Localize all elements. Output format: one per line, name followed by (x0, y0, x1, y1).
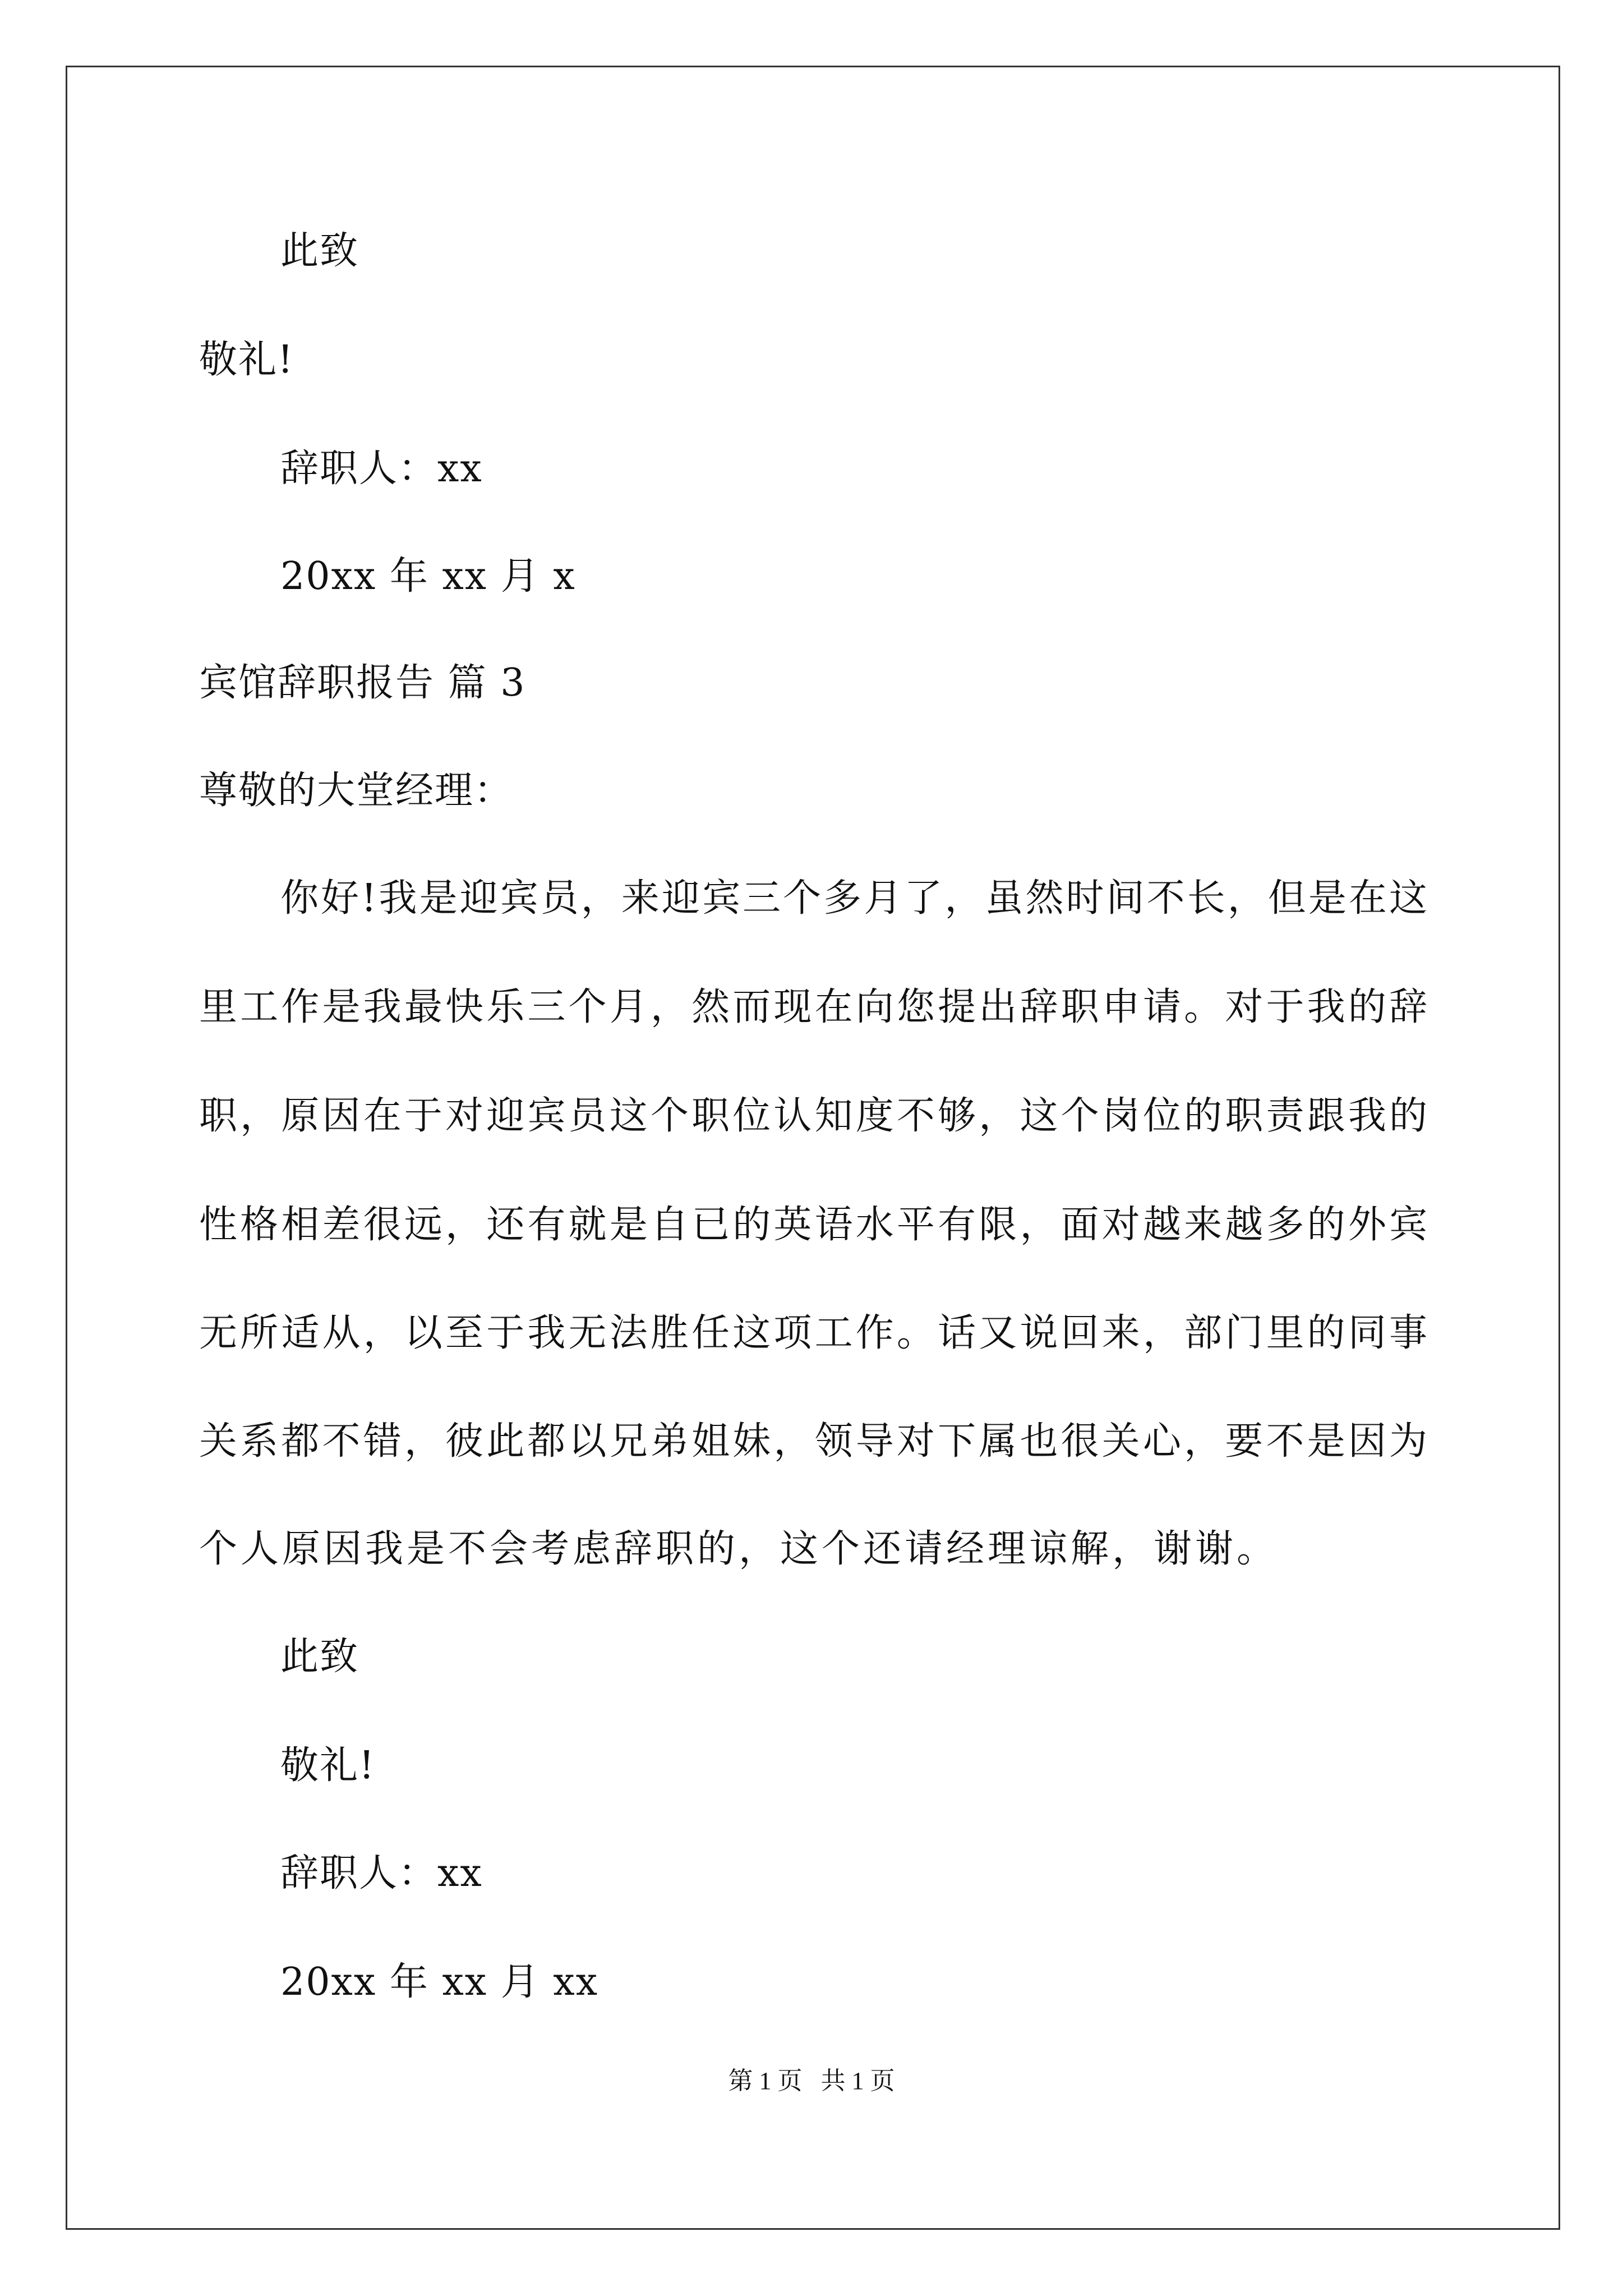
salutation-text: 尊敬的大堂经理： (199, 769, 514, 813)
signer-text: 辞职人：xx (280, 447, 483, 491)
body-paragraph-line: 里工作是我最快乐三个月，然而现在向您提出辞职申请。对于我的辞 (199, 985, 1427, 1029)
body-paragraph-line: 关系都不错，彼此都以兄弟姐妹，领导对下属也很关心，要不是因为 (199, 1419, 1427, 1464)
date-text: 20xx 年 xx 月 xx (280, 1960, 599, 2004)
signer-text: 辞职人：xx (280, 1851, 483, 1895)
body-paragraph-line: 你好!我是迎宾员，来迎宾三个多月了，虽然时间不长，但是在这 (280, 876, 1427, 921)
page-border (66, 66, 1560, 2230)
date-text: 20xx 年 xx 月 x (280, 554, 576, 599)
closing-text: 此致 (280, 1635, 359, 1679)
body-paragraph-line: 无所适从，以至于我无法胜任这项工作。话又说回来，部门里的同事 (199, 1311, 1427, 1355)
body-paragraph-line: 职，原因在于对迎宾员这个职位认知度不够，这个岗位的职责跟我的 (199, 1094, 1427, 1138)
regards-text: 敬礼! (280, 1743, 376, 1788)
section-heading: 宾馆辞职报告 篇 3 (199, 661, 526, 705)
body-paragraph-line: 个人原因我是不会考虑辞职的，这个还请经理谅解，谢谢。 (199, 1527, 1279, 1571)
regards-text: 敬礼! (199, 338, 294, 382)
body-paragraph-line: 性格相差很远，还有就是自已的英语水平有限，面对越来越多的外宾 (199, 1203, 1427, 1247)
closing-text: 此致 (280, 229, 359, 273)
page-footer: 第 1 页 共 1 页 (728, 2067, 895, 2095)
